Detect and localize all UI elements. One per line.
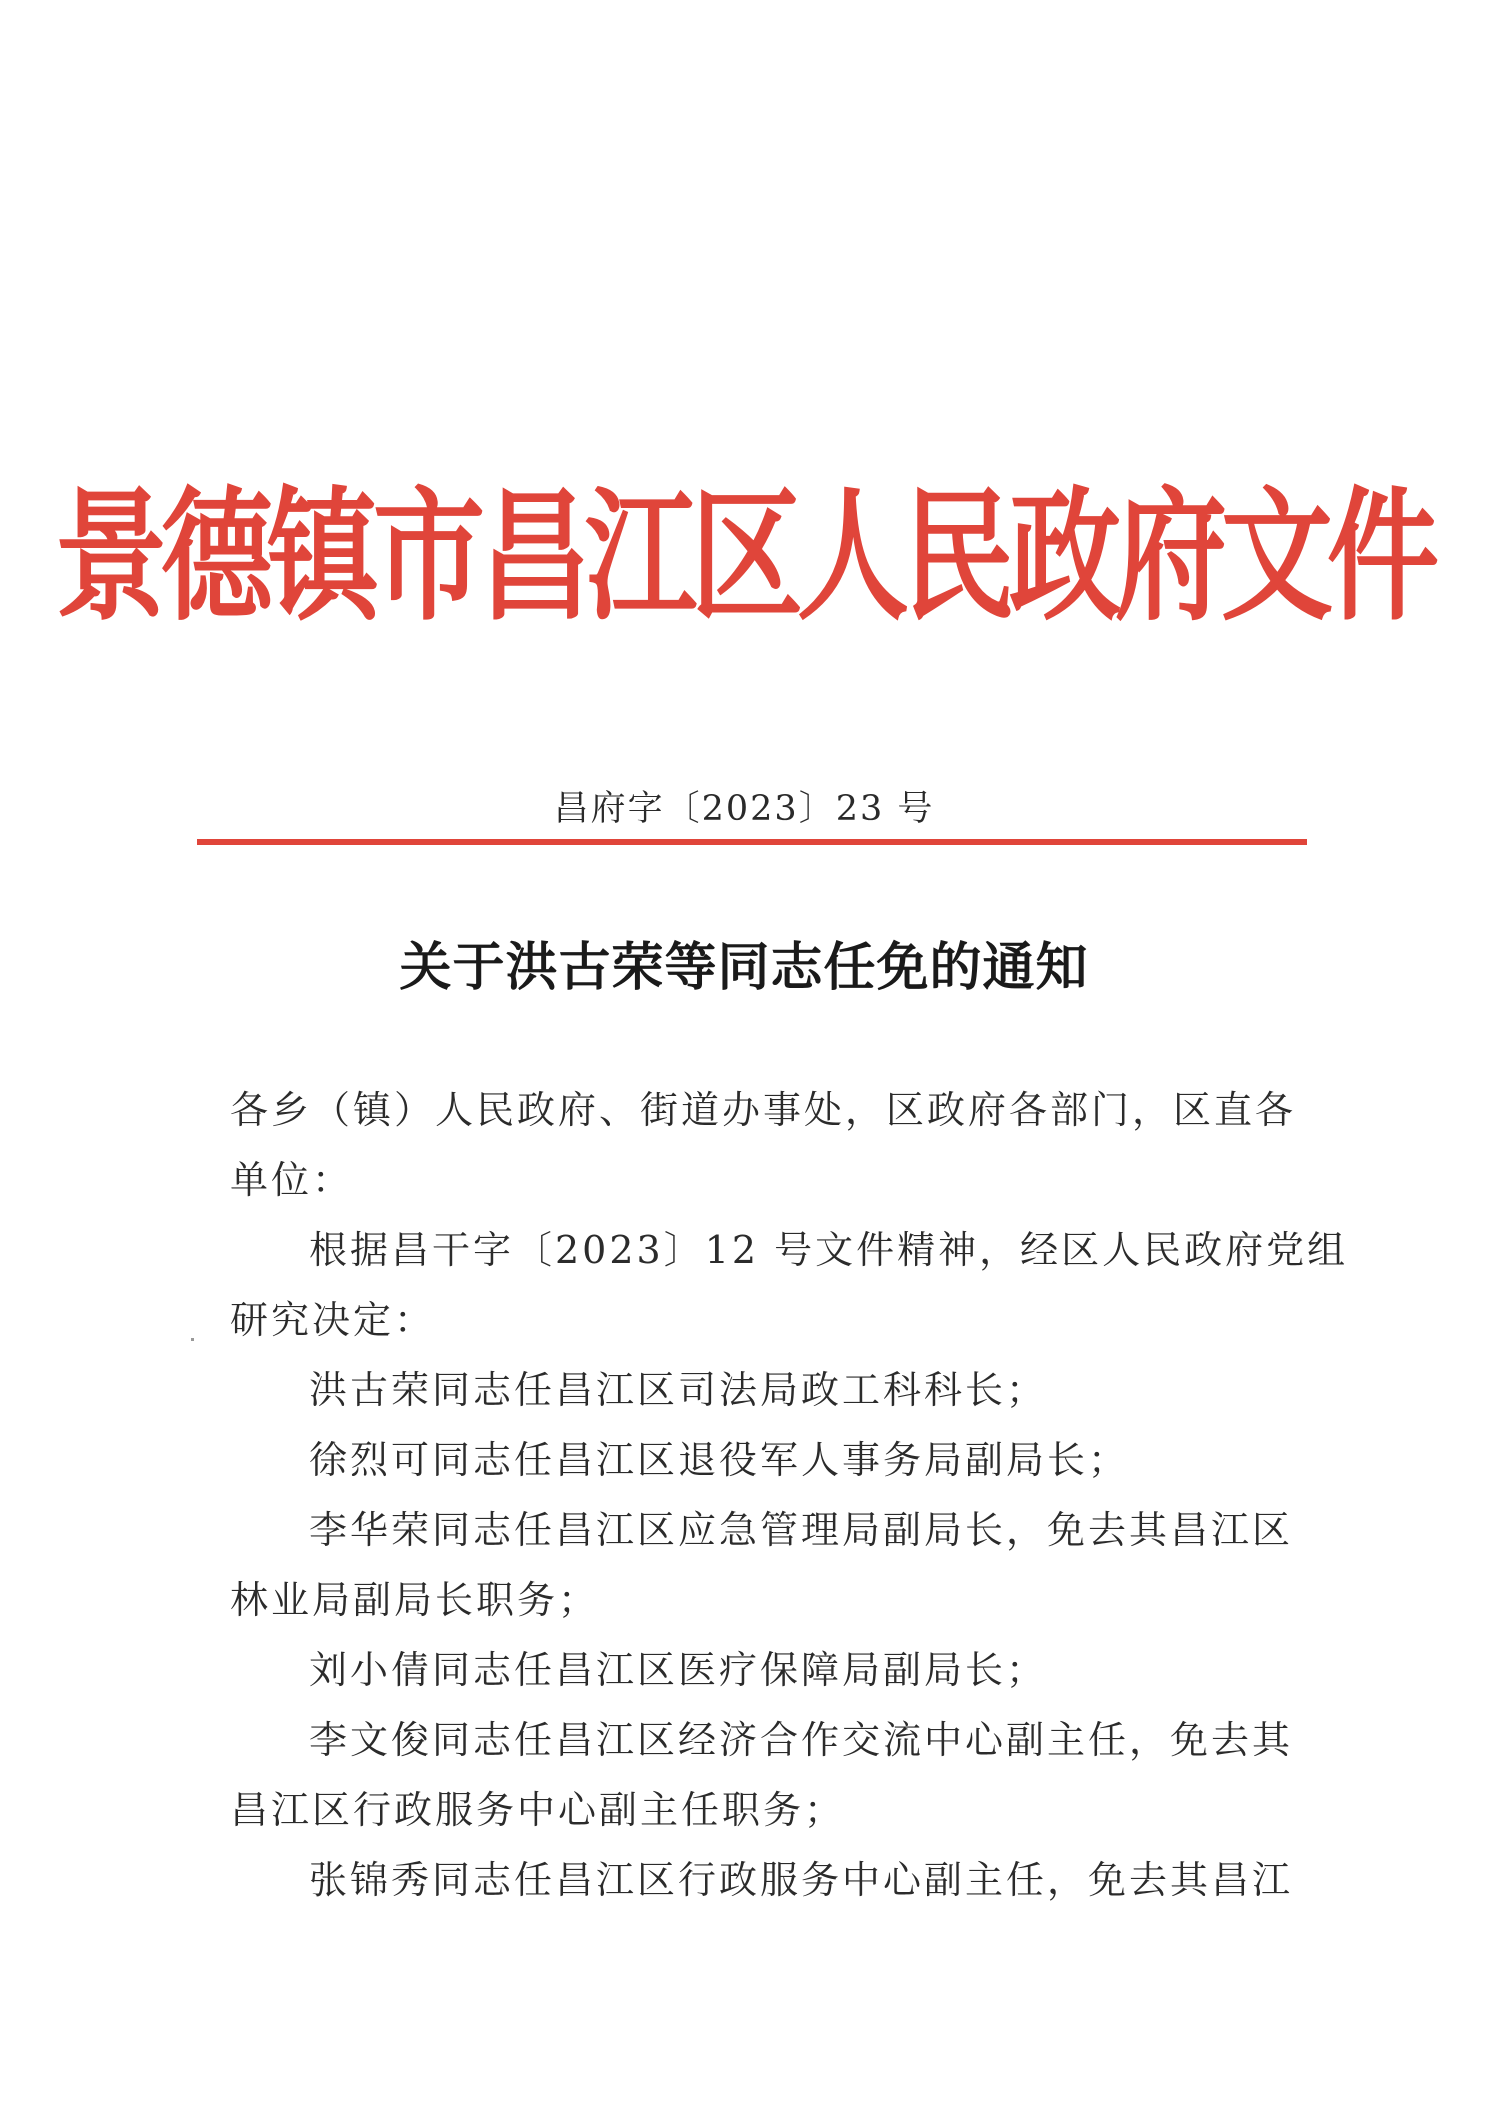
red-separator-line: [197, 839, 1307, 845]
body-line: 李文俊同志任昌江区经济合作交流中心副主任，免去其: [309, 1718, 1294, 1762]
body-line: 研究决定：: [230, 1298, 436, 1342]
document-header-title: 景德镇市昌江区人民政府文件: [55, 474, 1433, 641]
body-line: 张锦秀同志任昌江区行政服务中心副主任，免去其昌江: [309, 1858, 1294, 1902]
body-line: 林业局副局长职务；: [230, 1578, 600, 1622]
body-line: 昌江区行政服务中心副主任职务；: [230, 1788, 846, 1832]
body-line: 各乡（镇）人民政府、街道办事处，区政府各部门，区直各: [230, 1088, 1297, 1132]
notice-title: 关于洪古荣等同志任免的通知: [399, 937, 1089, 998]
body-line: 徐烈可同志任昌江区退役军人事务局副局长；: [309, 1438, 1130, 1482]
document-number: 昌府字〔2023〕23 号: [553, 789, 935, 829]
body-line: 刘小倩同志任昌江区医疗保障局副局长；: [309, 1648, 1048, 1692]
scan-speck: [191, 1338, 194, 1341]
body-line: 洪古荣同志任昌江区司法局政工科科长；: [309, 1368, 1048, 1412]
body-line: 单位：: [230, 1158, 354, 1202]
body-line: 根据昌干字〔2023〕12 号文件精神，经区人民政府党组: [309, 1228, 1349, 1272]
body-line: 李华荣同志任昌江区应急管理局副局长，免去其昌江区: [309, 1508, 1294, 1552]
